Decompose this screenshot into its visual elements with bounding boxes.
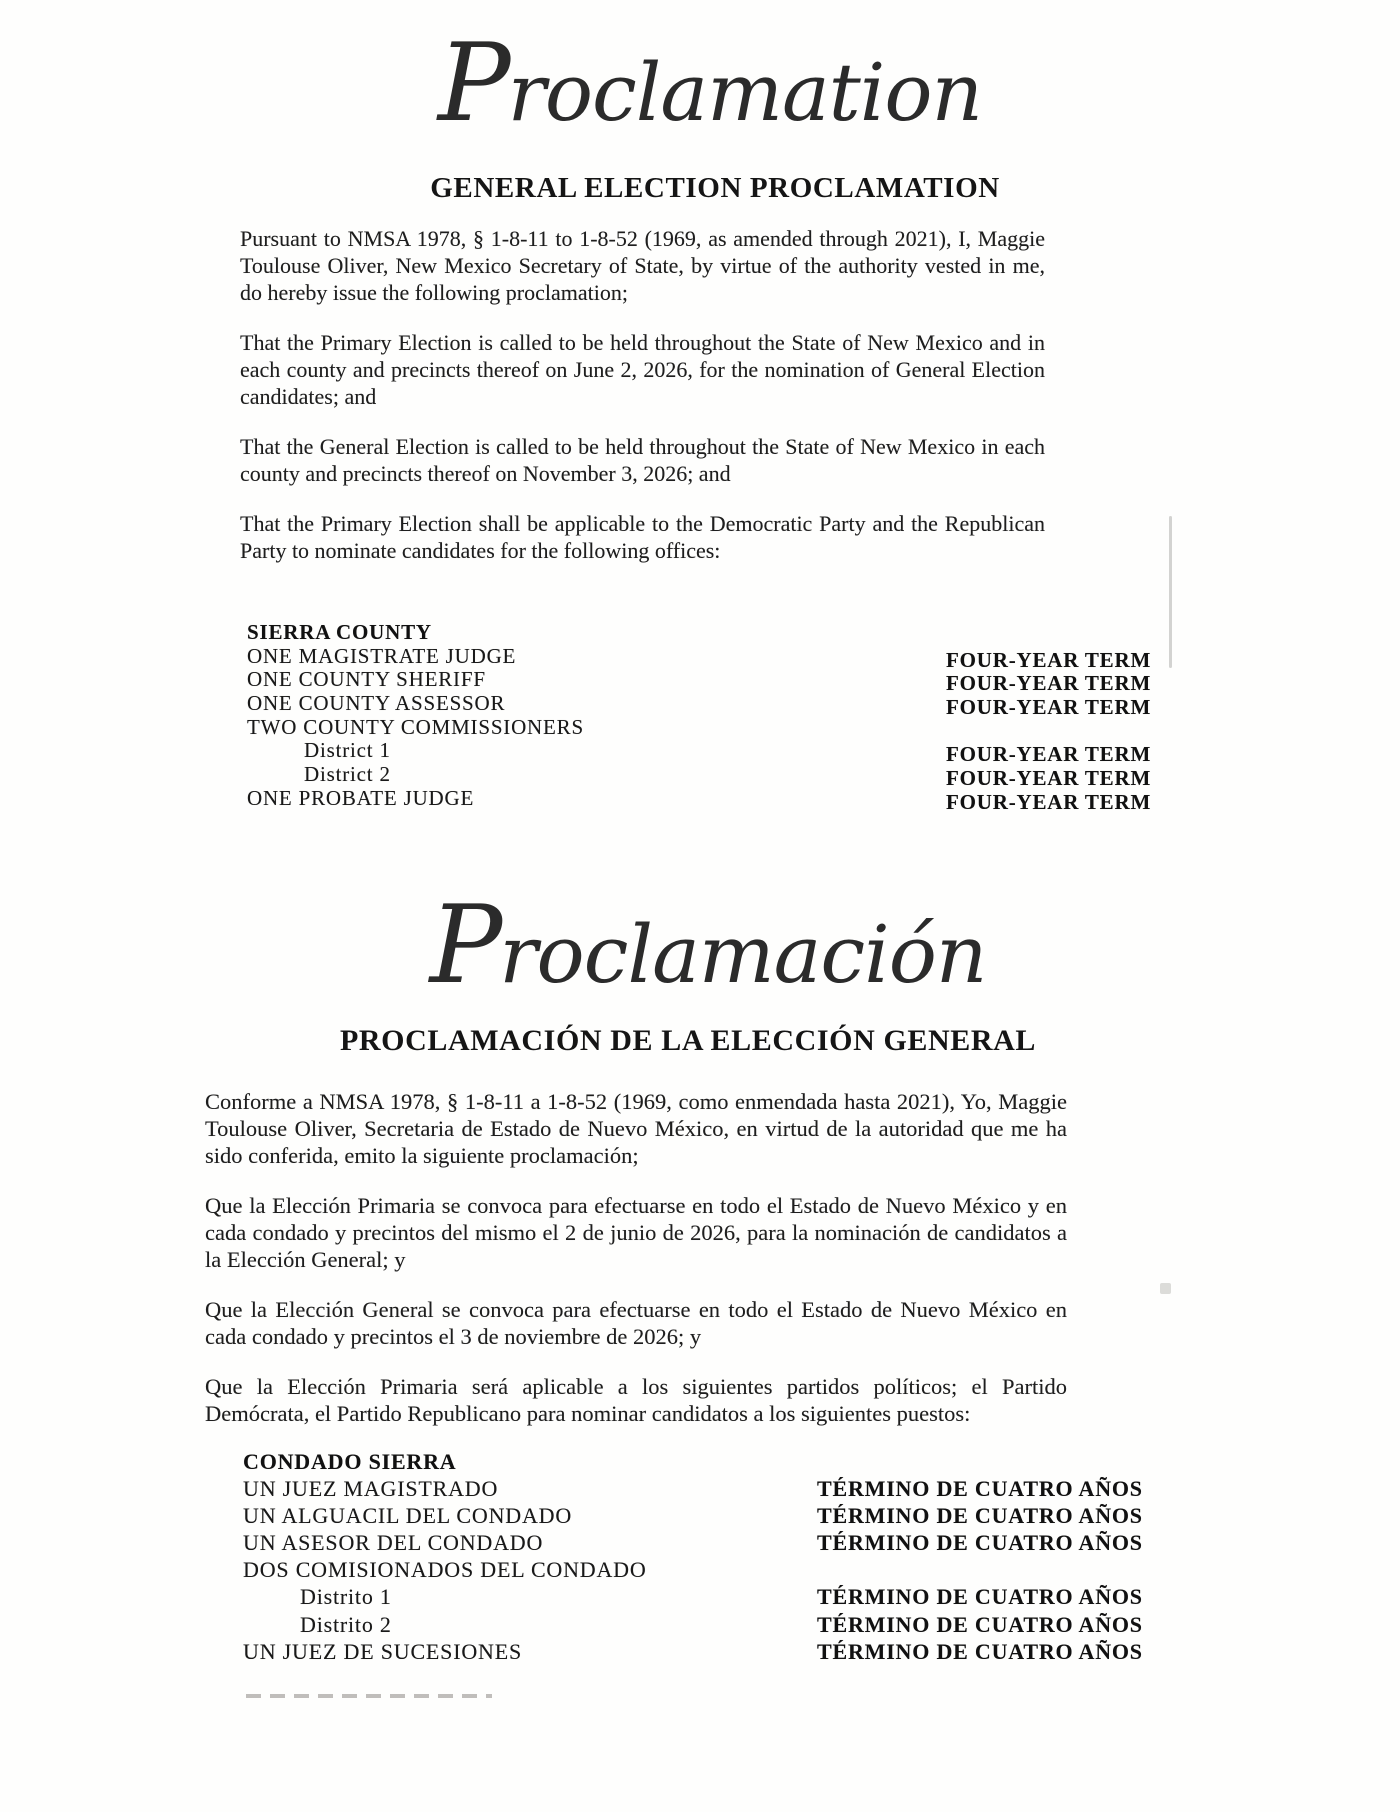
office-term: FOUR-YEAR TERM xyxy=(946,789,1152,814)
list-heading-row xyxy=(247,621,1172,645)
office-row xyxy=(247,785,1172,814)
office-term: TÉRMINO DE CUATRO AÑOS xyxy=(817,1530,1143,1556)
english-paragraph-1: Pursuant to NMSA 1978, § 1-8-11 to 1-8-52 (1969, as amended through 2021), I, Maggie Toulouse Oliver, New Mexico Secretary of State, by virtue of the authority vested in me, do hereby issue the following proclamation; xyxy=(240,226,1045,305)
office-name: ONE COUNTY SHERIFF xyxy=(247,667,486,692)
office-row xyxy=(247,738,1172,767)
office-row xyxy=(243,1640,1158,1667)
office-term: FOUR-YEAR TERM xyxy=(946,671,1152,696)
office-name: ONE COUNTY ASSESSOR xyxy=(247,691,506,716)
english-office-list xyxy=(247,620,1172,814)
office-row xyxy=(247,643,1172,672)
spanish-paragraphs xyxy=(205,1088,1067,1450)
office-term: FOUR-YEAR TERM xyxy=(946,695,1152,720)
county-heading: CONDADO SIERRA xyxy=(243,1449,457,1474)
office-name: ONE MAGISTRATE JUDGE xyxy=(247,643,517,668)
clipped-text-artifact xyxy=(246,1694,492,1698)
office-row xyxy=(243,1504,1158,1531)
office-name: District 2 xyxy=(304,762,391,787)
office-row xyxy=(247,667,1172,696)
county-heading: SIERRA COUNTY xyxy=(247,620,432,644)
office-name: Distrito 2 xyxy=(300,1611,392,1637)
office-row xyxy=(247,691,1172,720)
english-paragraph-4: That the Primary Election shall be applicable to the Democratic Party and the Republican Party to nominate candidates for the following offices: xyxy=(240,511,1045,563)
office-name: UN ASESOR DEL CONDADO xyxy=(243,1530,544,1556)
spanish-office-list xyxy=(243,1450,1158,1667)
office-name: Distrito 1 xyxy=(300,1584,392,1610)
office-row xyxy=(247,716,1172,740)
office-term: TÉRMINO DE CUATRO AÑOS xyxy=(817,1638,1143,1664)
office-term: TÉRMINO DE CUATRO AÑOS xyxy=(817,1584,1143,1610)
office-row xyxy=(243,1613,1158,1640)
english-script-title: Proclamation xyxy=(437,21,983,146)
office-row xyxy=(247,762,1172,791)
spanish-script-title: Proclamación xyxy=(429,883,987,1008)
office-term: TÉRMINO DE CUATRO AÑOS xyxy=(817,1476,1143,1502)
scan-blob-artifact xyxy=(1160,1283,1171,1294)
office-name: UN JUEZ MAGISTRADO xyxy=(243,1476,499,1502)
office-term: FOUR-YEAR TERM xyxy=(946,766,1152,791)
list-heading-row xyxy=(243,1450,1158,1477)
office-term: FOUR-YEAR TERM xyxy=(946,742,1152,767)
office-row xyxy=(243,1531,1158,1558)
office-name: DOS COMISIONADOS DEL CONDADO xyxy=(243,1557,647,1583)
spanish-paragraph-4: Que la Elección Primaria será aplicable a los siguientes partidos políticos; el Partido Demócrata, el Partido Republicano para nominar candidatos a los siguientes puestos: xyxy=(205,1374,1067,1426)
office-name: UN JUEZ DE SUCESIONES xyxy=(243,1638,522,1664)
office-row xyxy=(243,1558,1158,1585)
office-name: ONE PROBATE JUDGE xyxy=(247,785,475,810)
office-name: TWO COUNTY COMMISSIONERS xyxy=(247,714,584,739)
english-paragraphs xyxy=(240,225,1045,587)
english-paragraph-2: That the Primary Election is called to be held throughout the State of New Mexico and in each county and precincts thereof on June 2, 2026, for the nomination of General Election candidates; and xyxy=(240,330,1045,409)
office-row xyxy=(243,1585,1158,1612)
office-row xyxy=(243,1477,1158,1504)
spanish-paragraph-1: Conforme a NMSA 1978, § 1-8-11 a 1-8-52 (1969, como enmendada hasta 2021), Yo, Maggie Toulouse Oliver, Secretaria de Estado de Nuevo México, en virtud de la autoridad que me ha sido conferida, emito la siguiente proclamación; xyxy=(205,1089,1067,1168)
office-name: District 1 xyxy=(304,738,391,763)
office-term: TÉRMINO DE CUATRO AÑOS xyxy=(817,1611,1143,1637)
english-section-heading: GENERAL ELECTION PROCLAMATION xyxy=(430,172,1000,204)
office-term: FOUR-YEAR TERM xyxy=(946,647,1152,672)
spanish-section-heading: PROCLAMACIÓN DE LA ELECCIÓN GENERAL xyxy=(339,1024,1037,1057)
english-paragraph-3: That the General Election is called to be held throughout the State of New Mexico in each county and precincts thereof on November 3, 2026; and xyxy=(240,434,1045,486)
spanish-paragraph-3: Que la Elección General se convoca para efectuarse en todo el Estado de Nuevo México en cada condado y precintos el 3 de noviembre de 2026; y xyxy=(205,1297,1067,1349)
spanish-paragraph-2: Que la Elección Primaria se convoca para efectuarse en todo el Estado de Nuevo México y en cada condado y precintos del mismo el 2 de junio de 2026, para la nominación de candidatos a la Elección General; y xyxy=(205,1193,1067,1272)
office-term: TÉRMINO DE CUATRO AÑOS xyxy=(817,1503,1143,1529)
scan-edge-line-artifact xyxy=(1169,516,1172,668)
office-name: UN ALGUACIL DEL CONDADO xyxy=(243,1503,573,1529)
